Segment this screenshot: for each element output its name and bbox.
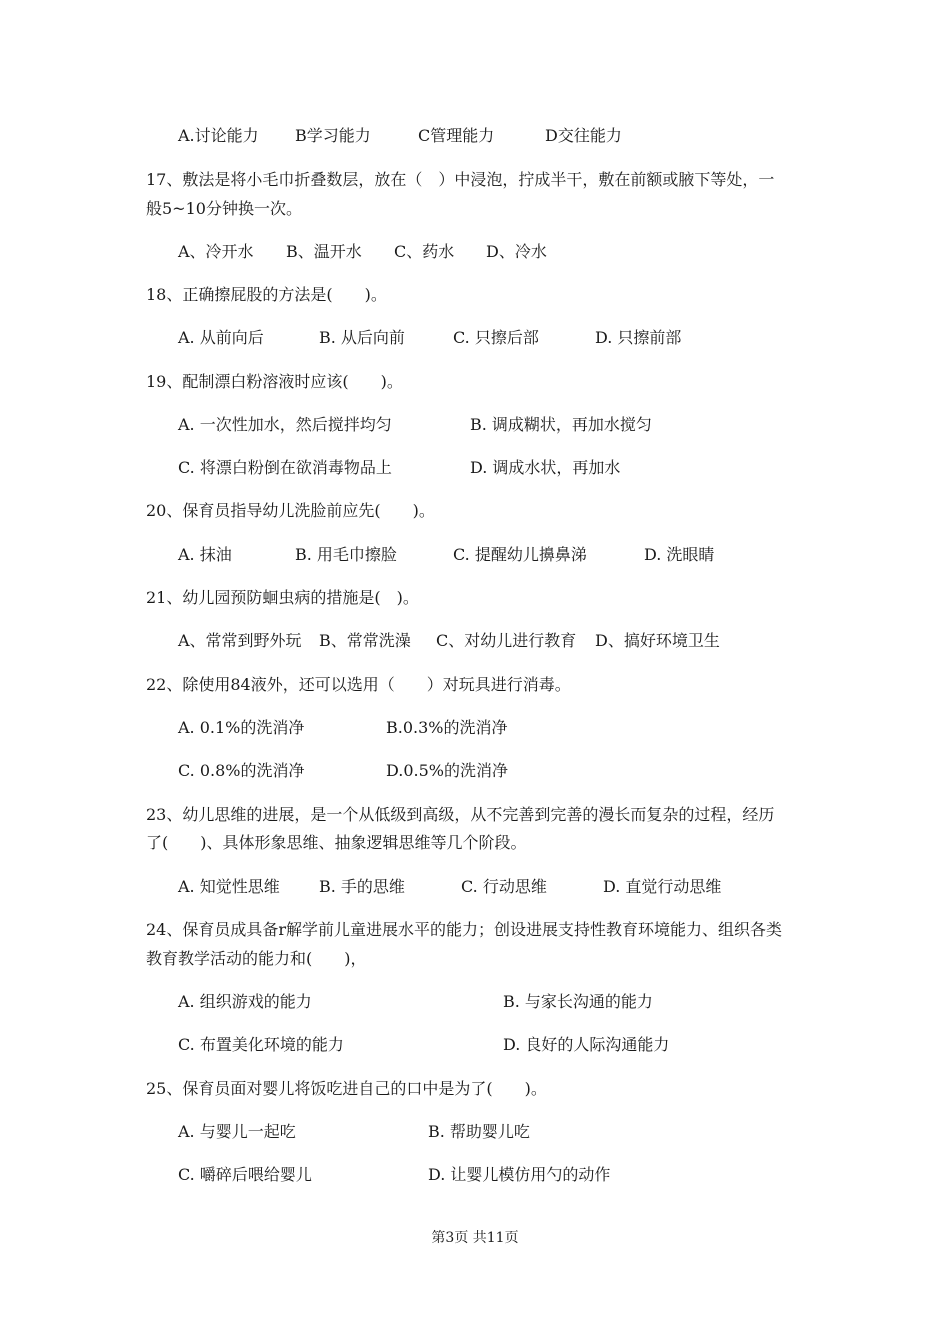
q16-option-d: D交往能力: [545, 126, 622, 145]
q23-text-line2: 了( )、具体形象思维、抽象逻辑思维等几个阶段。: [146, 833, 527, 852]
q23-text-line1: 23、幼儿思维的进展，是一个从低级到高级，从不完善到完善的漫长而复杂的过程，经历: [146, 805, 775, 824]
q16-option-c: C管理能力: [418, 126, 495, 145]
q25-option-c: C. 嚼碎后喂给婴儿: [178, 1165, 312, 1184]
q23-option-a: A. 知觉性思维: [178, 877, 280, 896]
q19-text: 19、配制漂白粉溶液时应该( )。: [146, 372, 403, 391]
q22-option-b: B.0.3%的洗消净: [386, 718, 508, 737]
q24-option-a: A. 组织游戏的能力: [178, 992, 312, 1011]
q18-text: 18、正确擦屁股的方法是( )。: [146, 285, 387, 304]
q18-option-a: A. 从前向后: [178, 328, 264, 347]
q21-option-b: B、常常洗澡: [319, 631, 411, 650]
q20-option-c: C. 提醒幼儿擤鼻涕: [453, 545, 587, 564]
q21-text: 21、幼儿园预防蛔虫病的措施是( )。: [146, 588, 419, 607]
q17-option-c: C、药水: [394, 242, 455, 261]
q17-text-line2: 般5~10分钟换一次。: [146, 199, 302, 218]
q20-option-b: B. 用毛巾擦脸: [295, 545, 397, 564]
q22-option-c: C. 0.8%的洗消净: [178, 761, 305, 780]
q16-option-b: B学习能力: [295, 126, 371, 145]
q18-option-c: C. 只擦后部: [453, 328, 539, 347]
q23-option-c: C. 行动思维: [461, 877, 547, 896]
q23-option-d: D. 直觉行动思维: [603, 877, 722, 896]
q24-option-b: B. 与家长沟通的能力: [503, 992, 653, 1011]
q20-option-a: A. 抹油: [178, 545, 232, 564]
q18-option-d: D. 只擦前部: [595, 328, 682, 347]
q19-option-b: B. 调成糊状，再加水搅匀: [470, 415, 652, 434]
q21-option-a: A、常常到野外玩: [178, 631, 302, 650]
q20-option-d: D. 洗眼睛: [644, 545, 715, 564]
q21-option-d: D、搞好环境卫生: [595, 631, 720, 650]
q23-option-b: B. 手的思维: [319, 877, 405, 896]
q21-option-c: C、对幼儿进行教育: [436, 631, 577, 650]
q17-option-a: A、冷开水: [178, 242, 254, 261]
q22-option-d: D.0.5%的洗消净: [386, 761, 508, 780]
q25-option-b: B. 帮助婴儿吃: [428, 1122, 530, 1141]
q24-option-d: D. 良好的人际沟通能力: [503, 1035, 670, 1054]
q25-option-a: A. 与婴儿一起吃: [178, 1122, 296, 1141]
q22-option-a: A. 0.1%的洗消净: [178, 718, 305, 737]
q18-option-b: B. 从后向前: [319, 328, 405, 347]
q24-option-c: C. 布置美化环境的能力: [178, 1035, 344, 1054]
q24-text-line1: 24、保育员成具备r解学前儿童进展水平的能力；创设进展支持性教育环境能力、组织各类: [146, 920, 783, 939]
q20-text: 20、保育员指导幼儿洗脸前应先( )。: [146, 501, 435, 520]
q19-option-a: A. 一次性加水，然后搅拌均匀: [178, 415, 392, 434]
q17-text-line1: 17、敷法是将小毛巾折叠数层，放在（ ）中浸泡，拧成半干，敷在前额或腋下等处，一: [146, 170, 775, 189]
q25-option-d: D. 让婴儿模仿用勺的动作: [428, 1165, 611, 1184]
q25-text: 25、保育员面对婴儿将饭吃进自己的口中是为了( )。: [146, 1079, 547, 1098]
q24-text-line2: 教育教学活动的能力和( )，: [146, 949, 367, 968]
q22-text: 22、除使用84液外，还可以选用（ ）对玩具进行消毒。: [146, 675, 571, 694]
q19-option-d: D. 调成水状，再加水: [470, 458, 621, 477]
q16-option-a: A.讨论能力: [178, 126, 259, 145]
q17-option-d: D、冷水: [486, 242, 547, 261]
q19-option-c: C. 将漂白粉倒在欲消毒物品上: [178, 458, 392, 477]
q17-option-b: B、温开水: [286, 242, 362, 261]
page-number-footer: 第3页 共11页: [431, 1230, 519, 1246]
